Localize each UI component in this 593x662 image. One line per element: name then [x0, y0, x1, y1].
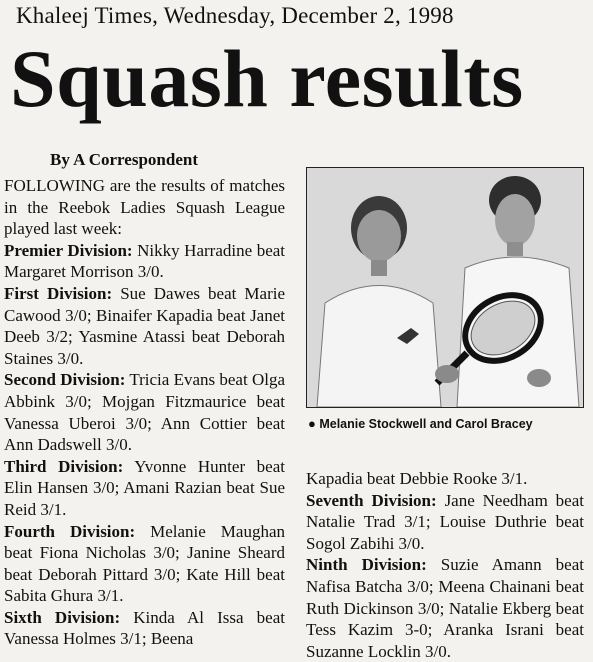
- photo: [306, 167, 584, 408]
- division-results: Yvonne Hunter beat Elin Hansen 3/0; Amani Razian beat Sue Reid 3/1.: [4, 456, 285, 519]
- division-label: First Division:: [4, 283, 113, 303]
- photo-caption: [308, 416, 533, 431]
- division-results: Tricia Evans beat Olga Abbink 3/0; Mojgan Fitzmaurice beat Vanessa Uberoi 3/0; Ann Cottier beat Ann Dadswell 3/0.: [4, 370, 285, 455]
- article-column-right: [306, 468, 584, 662]
- continuation-paragraph: Kapadia beat Debbie Rooke 3/1.: [306, 469, 528, 488]
- division-label: Fourth Division:: [4, 521, 136, 541]
- division-label: Premier Division:: [4, 240, 133, 260]
- division-paragraph: [4, 521, 285, 607]
- division-paragraph: [306, 490, 584, 555]
- division-paragraph: [306, 554, 584, 662]
- division-label: Sixth Division:: [4, 607, 121, 627]
- division-results: Suzie Amann beat Nafisa Batcha 3/0; Meena Chainani beat Ruth Dickinson 3/0; Natalie Ekberg beat Tess Kazim 3-0; Aranka Israni beat Suzanne Locklin 3/0.: [306, 555, 584, 661]
- division-paragraph: [4, 369, 285, 455]
- headline: Squash results: [10, 33, 524, 124]
- division-label: Seventh Division:: [306, 490, 437, 510]
- bullet-icon: ●: [308, 416, 316, 431]
- division-results: Sue Dawes beat Marie Cawood 3/0; Binaifer Kapadia beat Janet Deeb 3/2; Yasmine Atassi beat Deborah Staines 3/0.: [4, 283, 285, 368]
- division-label: Second Division:: [4, 370, 126, 390]
- division-paragraph: [4, 283, 285, 369]
- division-paragraph: [4, 607, 285, 650]
- byline: By A Correspondent: [50, 150, 198, 169]
- division-results: Melanie Maughan beat Fiona Nicholas 3/0; Janine Sheard beat Deborah Pittard 3/0; Kate Hill beat Sabita Ghura 3/1.: [4, 521, 285, 606]
- dateline: Khaleej Times, Wednesday, December 2, 1998: [16, 3, 454, 28]
- division-results: Kinda Al Issa beat Vanessa Holmes 3/1; Beena: [4, 607, 285, 649]
- intro-paragraph: FOLLOWING are the results of matches in the Reebok Ladies Squash League played last week:: [4, 176, 285, 239]
- division-paragraph: [4, 240, 285, 283]
- division-results: Nikky Harradine beat Margaret Morrison 3/0.: [4, 240, 286, 282]
- photo-illustration: [307, 168, 583, 407]
- photo-caption-text: Melanie Stockwell and Carol Bracey: [319, 417, 533, 431]
- division-paragraph: [4, 456, 285, 521]
- article-column-left: [4, 175, 285, 650]
- division-results: Jane Needham beat Natalie Trad 3/1; Louise Duthrie beat Sogol Zabihi 3/0.: [306, 490, 584, 553]
- division-label: Ninth Division:: [306, 555, 427, 575]
- division-label: Third Division:: [4, 456, 124, 476]
